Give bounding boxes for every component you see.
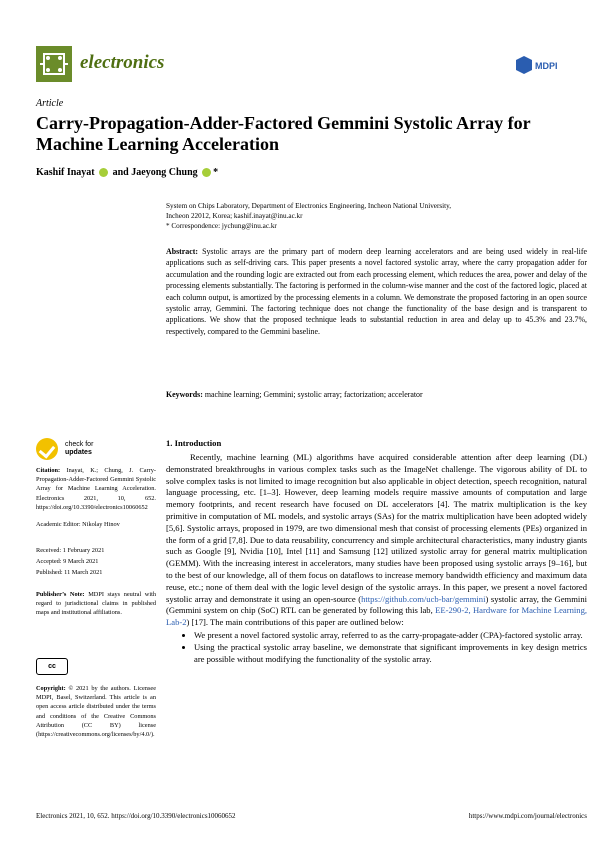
paper-title: Carry-Propagation-Adder-Factored Gemmini Systolic Array for Machine Learning Acceleration	[36, 113, 531, 154]
github-link[interactable]: https://github.com/ucb-bar/gemmini	[361, 593, 486, 604]
article-type: Article	[36, 98, 64, 109]
received-date: Received: 1 February 2021	[36, 547, 105, 554]
mdpi-logo	[516, 56, 558, 81]
journal-name: electronics	[80, 52, 165, 73]
corresponding-star: *	[213, 167, 219, 178]
check-for-updates[interactable]	[36, 438, 146, 460]
copyright-label: Copyright:	[36, 685, 66, 692]
citation-label: Citation:	[36, 467, 61, 474]
abstract-label: Abstract:	[166, 247, 198, 256]
abstract-text: Systolic arrays are the primary part of modern deep learning accelerators and are being used widely in real-life applications such as self-driving cars. This paper presents a novel factored systolic array, where the carry propagation adder for accumulation and the rounding logic are extracted out from each processing element, which reduces the area, power and delay of the processing elements substantially. The factoring is performed in the column-wise manner and the cost of the factored logic, placed at each column output, is amortized by the processing elements in a column. We demonstrate the proposed factoring in an open source systolic array, Gemmini. The factoring technique does not change the functionality of the base design and is transparent to applications. We show that the proposed technique leads to substantial reduction in area and delay up to 45.3% and 23.7%, respectively, compared to the Gemmini baseline.	[166, 247, 587, 336]
journal-url[interactable]: https://www.mdpi.com/journal/electronics	[468, 812, 587, 820]
circuit-icon	[36, 46, 72, 82]
copyright	[36, 684, 156, 739]
author-name[interactable]: Kashif Inayat	[36, 167, 95, 178]
citation	[36, 466, 156, 512]
author-joiner: and	[112, 167, 129, 178]
intro-text: Recently, machine learning (ML) algorithms have acquired considerable attention after deep learning (DL) demonstrated breakthroughs in various complex tasks such as the ImageNet challenge. The vigorous ability of DL to solve complex tasks is not limited to image recognition but also applicable in object detection, speech recognition, natural language processing, etc. [1–3]. However, deep learning models require massive amounts of computation and large memory footprints, and recent research have focused on DL accelerators [4]. The matrix multiplication is the key primitive in computation of ML models, and systolic arrays (SAs) for the matrix multiplication have been adopted widely [5,6]. Systolic arrays, proposed in 1979, are two dimensional mesh that consist of processing elements (PEs) organized in the form of a grid [7,8]. Due to data reusability, concurrency and simple architectural characteristics, many industry giants such as Google [9], Nvidia [10], Intel [11] and Samsung [12] utilized systolic array for general matrix multiplication (GEMM). With the increasing interest in accelerators, many studies have been proposed using systolic arrays [9–16], but to the best of our knowledge, all of them focus on dataflows to increase memory bandwidth efficiency and maximum data reuse, etc.; none of them deal with the logic level design of the systolic arrays. In this paper, we present a novel factored systolic array and demonstrate it using an open-source (	[166, 452, 587, 604]
citation-text: Inayat, K.; Chung, J. Carry-Propagation-Adder-Factored Gemmini Systolic Array for Machine Learning Acceleration. Electronics 2021, 10, 652. https://doi.org/10.3390/electronics10060652	[36, 467, 156, 511]
keywords-label: Keywords:	[166, 390, 203, 399]
affiliation-line: Incheon 22012, Korea; kashif.inayat@inu.ac.kr	[166, 212, 303, 220]
published-date: Published: 11 March 2021	[36, 569, 103, 576]
publisher-note-text: MDPI stays neutral with regard to jurisdictional claims in published maps and institutional affiliations.	[36, 591, 156, 617]
updates-label: updates	[65, 449, 92, 456]
cc-license-icon[interactable]: cc	[36, 658, 68, 675]
publisher-note	[36, 590, 156, 618]
list-item: • We present a novel factored systolic array, referred to as the carry-propagate-adder (CPA)-factored systolic array.	[194, 630, 587, 642]
mdpi-text: MDPI	[535, 61, 558, 71]
lab-link[interactable]: EE-290-2, Hardware for Machine Learning, Lab-2	[166, 605, 588, 628]
page-footer	[36, 812, 587, 820]
footer-citation: Electronics 2021, 10, 652. https://doi.org/10.3390/electronics10060652	[36, 812, 236, 820]
section-heading: 1. Introduction	[166, 438, 222, 448]
copyright-text: © 2021 by the authors. Licensee MDPI, Basel, Switzerland. This article is an open access article distributed under the terms and conditions of the Creative Commons Attribution (CC BY) license (https://creativecommons.org/licenses/by/4.0/).	[36, 685, 156, 739]
author-list	[36, 167, 218, 178]
intro-text: ) systolic array, the Gemmini (Gemmini system on chip (SoC) RTL can be generated by following this lab,	[166, 593, 587, 616]
academic-editor: Academic Editor: Nikolay Hinov	[36, 521, 120, 528]
orcid-icon[interactable]	[202, 168, 211, 177]
check-label: check for	[65, 441, 94, 448]
intro-body	[166, 452, 587, 665]
publisher-note-label: Publisher’s Note:	[36, 591, 85, 598]
keywords	[166, 390, 587, 399]
contributions-list	[166, 630, 587, 665]
intro-paragraph	[166, 452, 587, 629]
journal-logo	[36, 46, 72, 82]
affiliation-line: System on Chips Laboratory, Department of Electronics Engineering, Incheon National University,	[166, 202, 452, 210]
orcid-icon[interactable]	[99, 168, 108, 177]
list-item: • Using the practical systolic array baseline, we demonstrate that significant improvements in key design metrics are possible without modifying the functionality of the systolic array.	[194, 642, 587, 666]
accepted-date: Accepted: 9 March 2021	[36, 558, 99, 565]
author-name[interactable]: Jaeyong Chung	[131, 167, 198, 178]
abstract	[166, 246, 587, 337]
keywords-text: machine learning; Gemmini; systolic array; factorization; accelerator	[204, 390, 423, 399]
correspondence: * Correspondence: jychung@inu.ac.kr	[166, 222, 277, 230]
intro-text: ) [17]. The main contributions of this paper are outlined below:	[186, 617, 404, 628]
checkmark-icon	[36, 438, 58, 460]
